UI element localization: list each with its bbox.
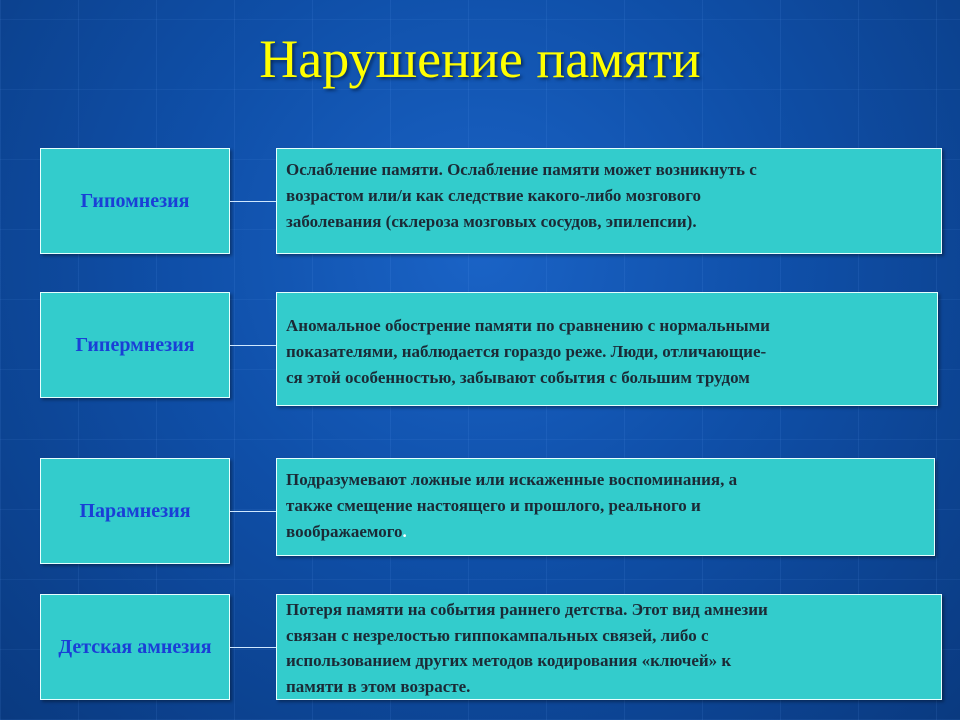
description-box-hypomnesia — [276, 148, 942, 254]
term-box-hypermnesia — [40, 292, 230, 398]
connector-line-childhood-amnesia — [230, 647, 277, 648]
slide-title: Нарушение памяти — [259, 29, 701, 89]
term-label-paramnesia: Парамнезия — [79, 499, 191, 522]
term-label-childhood-amnesia: Детская амнезия — [58, 635, 212, 658]
term-box-childhood-amnesia — [40, 594, 230, 700]
description-end-dot: . — [402, 522, 407, 541]
connector-line-hypomnesia — [230, 201, 277, 202]
description-box-childhood-amnesia — [276, 594, 942, 700]
connector-line-paramnesia — [230, 511, 277, 512]
description-text-hypermnesia: Аномальное обострение памяти по сравнению с нормальными показателями, наблюдается гораздо реже. Люди, отличающие- ся этой особенностью, забывают события с большим трудом — [286, 316, 770, 387]
description-box-paramnesia — [276, 458, 935, 556]
term-box-hypomnesia — [40, 148, 230, 254]
description-text-hypomnesia: Ослабление памяти. Ослабление памяти может возникнуть с возрастом или/и как следствие какого-либо мозгового заболевания (склероза мозговых сосудов, эпилепсии). — [286, 160, 757, 231]
term-label-hypermnesia: Гипермнезия — [75, 333, 195, 356]
term-box-paramnesia — [40, 458, 230, 564]
description-text-childhood-amnesia: Потеря памяти на события раннего детства. Этот вид амнезии связан с незрелостью гиппокампальных связей, либо с использованием других методов кодирования «ключей» к памяти в этом возрасте. — [286, 600, 768, 696]
connector-line-hypermnesia — [230, 345, 277, 346]
term-label-hypomnesia: Гипомнезия — [80, 189, 190, 212]
description-box-hypermnesia — [276, 292, 938, 406]
description-text-paramnesia: Подразумевают ложные или искаженные воспоминания, а также смещение настоящего и прошлого, реального и воображаемого — [286, 470, 738, 541]
